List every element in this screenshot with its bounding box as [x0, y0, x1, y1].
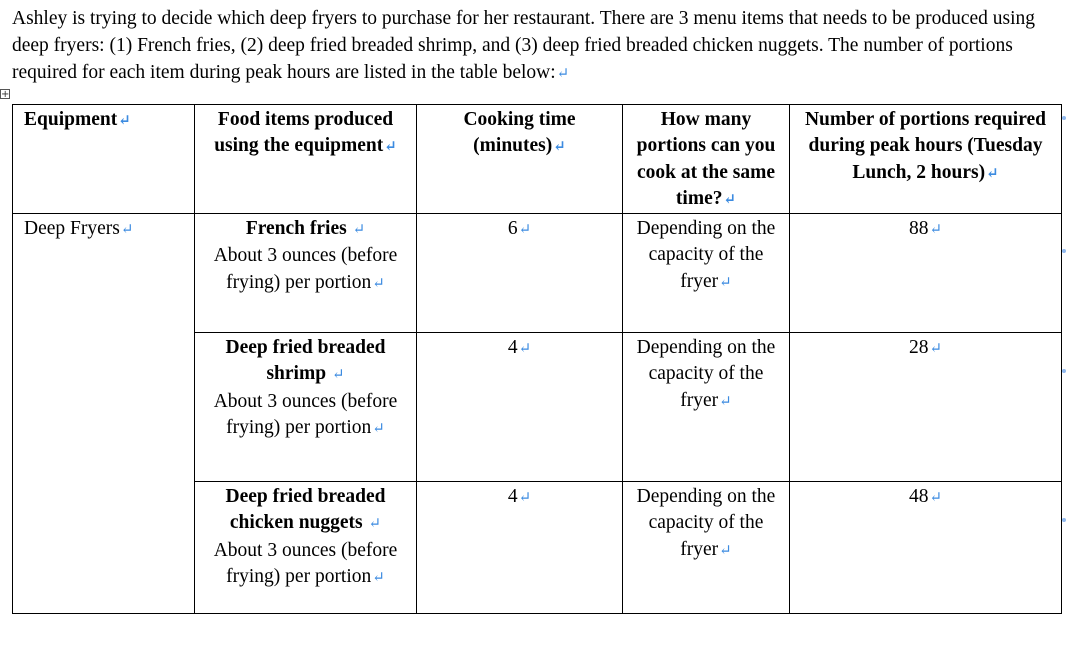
cell-portions-required[interactable]: 88↵: [790, 214, 1062, 333]
item-name: French fries: [245, 218, 347, 240]
cell-capacity[interactable]: Depending on the capacity of the fryer↵: [623, 214, 790, 333]
cell-food-item[interactable]: Deep fried breaded shrimp ↵ About 3 ounces (before frying) per portion↵: [195, 333, 417, 482]
header-cooking-time[interactable]: Cooking time (minutes)↵: [417, 105, 623, 214]
header-portions-same-time[interactable]: How many portions can you cook at the same time?↵: [623, 105, 790, 214]
row-end-marker-icon: [1062, 116, 1066, 120]
table-header-row: [13, 105, 1062, 214]
item-name: Deep fried breaded shrimp: [225, 337, 386, 385]
intro-text: Ashley is trying to decide which deep fryers to purchase for her restaurant. There are 3 menu items that needs to be produced using deep fryers: (1) French fries, (2) deep fried breaded shrimp, and (3) deep fried breaded chicken nuggets. The number of portions required for each item during peak hours are listed in the table below:: [12, 8, 1036, 83]
header-portions-required[interactable]: Number of portions required during peak hours (Tuesday Lunch, 2 hours)↵: [790, 105, 1062, 214]
intro-paragraph[interactable]: [12, 5, 1062, 88]
cell-portions-required[interactable]: 28↵: [790, 333, 1062, 482]
header-equipment[interactable]: Equipment↵: [13, 105, 195, 214]
cell-capacity[interactable]: Depending on the capacity of the fryer↵: [623, 482, 790, 614]
table-move-handle-icon[interactable]: +: [1, 89, 10, 100]
cell-food-item[interactable]: French fries ↵ About 3 ounces (before frying) per portion↵: [195, 214, 417, 333]
fryer-requirements-table: [12, 104, 1062, 614]
header-food-items[interactable]: Food items produced using the equipment↵: [195, 105, 417, 214]
item-detail: About 3 ounces (before frying) per portion: [213, 245, 398, 293]
cell-food-item[interactable]: Deep fried breaded chicken nuggets ↵ About 3 ounces (before frying) per portion↵: [195, 482, 417, 614]
cell-capacity[interactable]: Depending on the capacity of the fryer↵: [623, 333, 790, 482]
row-end-marker-icon: [1062, 518, 1066, 522]
row-end-marker-icon: [1062, 249, 1066, 253]
item-detail: About 3 ounces (before frying) per portion: [213, 390, 398, 439]
return-mark-icon: ↵: [556, 66, 570, 82]
cell-cooking-time[interactable]: 4↵: [417, 482, 623, 614]
cell-portions-required[interactable]: 48↵: [790, 482, 1062, 614]
cell-equipment[interactable]: Deep Fryers↵: [13, 214, 195, 614]
cell-cooking-time[interactable]: 4↵: [417, 333, 623, 482]
item-name: Deep fried breaded chicken nuggets: [225, 486, 386, 534]
row-end-marker-icon: [1062, 369, 1066, 373]
item-detail: About 3 ounces (before frying) per portion: [213, 539, 398, 588]
table-row: [13, 214, 1062, 333]
cell-cooking-time[interactable]: 6↵: [417, 214, 623, 333]
